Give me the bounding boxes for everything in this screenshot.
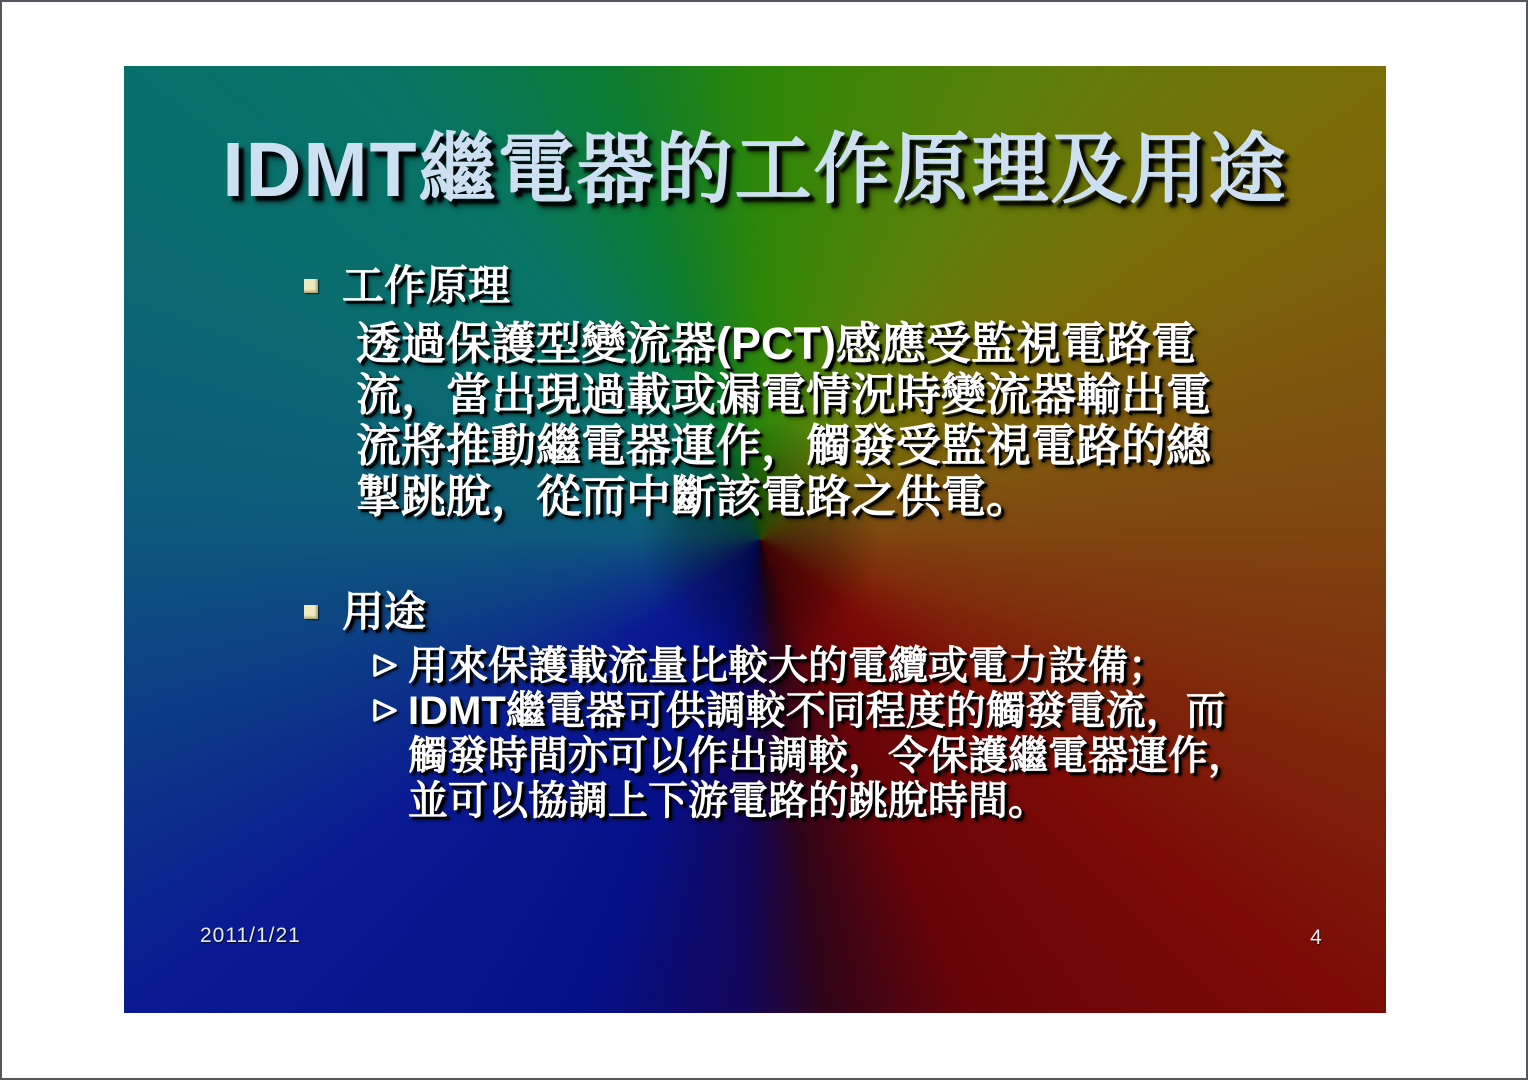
presentation-slide <box>124 66 1386 1013</box>
arrowhead-right-icon <box>372 652 399 679</box>
list-item-line: 用來保護載流量比較大的電纜或電力設備； <box>408 644 1168 688</box>
slide-page-number: 4 <box>1310 926 1322 949</box>
slide-date: 2011/1/21 <box>200 924 301 947</box>
list-item-text <box>408 644 1168 689</box>
slide-title: IDMT繼電器的工作原理及用途 <box>222 127 1288 213</box>
arrowhead-right-icon <box>372 697 399 724</box>
paragraph-line: 掣跳脫，從而中斷該電路之供電。 <box>356 471 1032 522</box>
section-heading-label: 用途 <box>342 588 427 635</box>
list-item-line: 並可以協調上下游電路的跳脫時間。 <box>408 779 1048 823</box>
section-uses-heading <box>304 588 426 636</box>
paragraph-line: 流將推動繼電器運作，觸發受監視電路的總 <box>356 420 1212 471</box>
list-item-text <box>408 689 1248 824</box>
paragraph-line: 流，當出現過載或漏電情況時變流器輸出電 <box>356 369 1212 420</box>
section-heading-label: 工作原理 <box>342 262 511 309</box>
uses-list-item <box>372 644 1168 689</box>
uses-list-item <box>372 689 1248 824</box>
section-working-principle-heading <box>304 262 510 310</box>
square-bullet-icon <box>304 605 318 619</box>
square-bullet-icon <box>304 279 318 293</box>
list-item-line: 觸發時間亦可以作出調較，令保護繼電器運作， <box>408 734 1248 778</box>
working-principle-paragraph <box>356 318 1296 522</box>
paragraph-line: 透過保護型變流器(PCT)感應受監視電路電 <box>356 318 1196 369</box>
list-item-line: IDMT繼電器可供調較不同程度的觸發電流，而 <box>408 689 1226 733</box>
